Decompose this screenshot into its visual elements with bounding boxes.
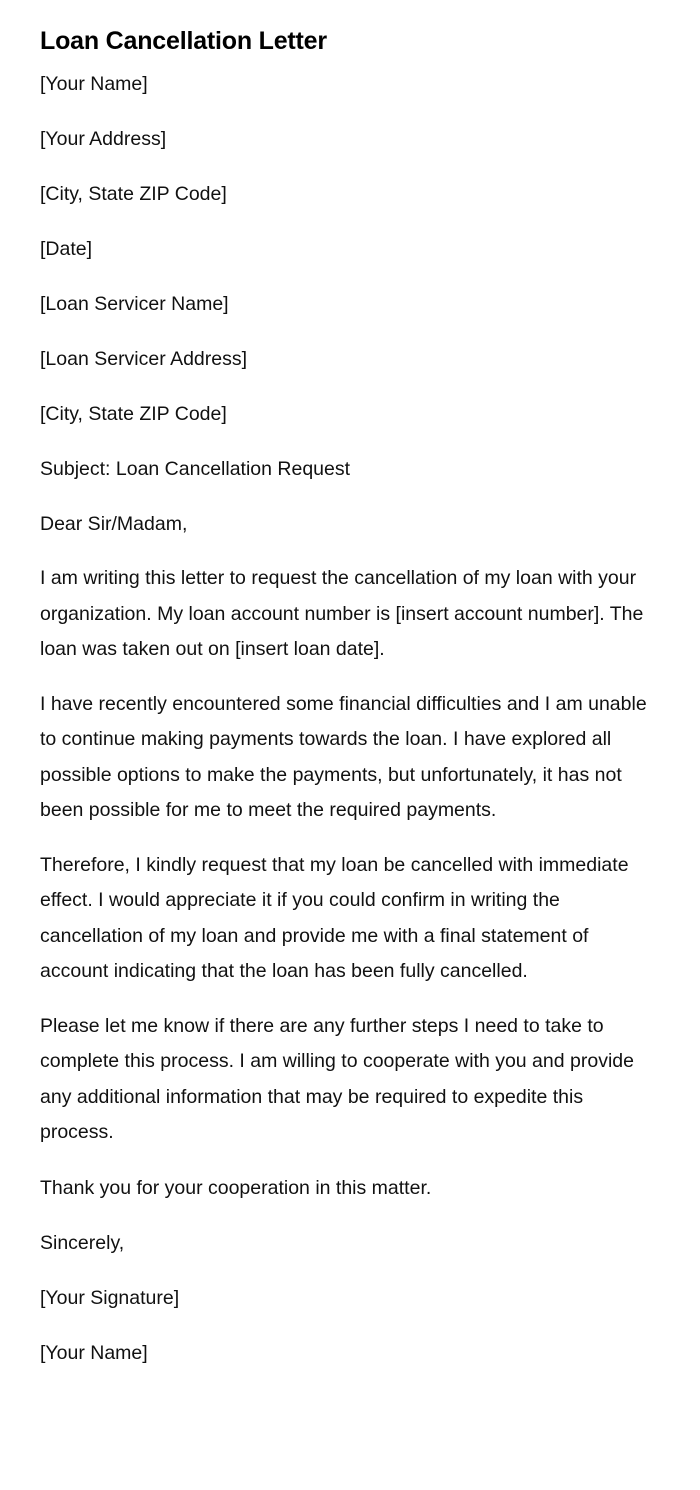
closing: Sincerely, xyxy=(40,1231,125,1254)
body-paragraph: I have recently encountered some financial difficulties and I am unable to continue making payments towards the loan. I have explored all possible options to make the payments, but unfortunately, it has not been possible for me to meet the required payments. xyxy=(40,692,647,821)
salutation: Dear Sir/Madam, xyxy=(40,513,188,535)
sender-name: [Your Name] xyxy=(40,73,148,95)
letter-title: Loan Cancellation Letter xyxy=(40,27,327,55)
signature-placeholder: [Your Signature] xyxy=(40,1286,180,1309)
recipient-city-state-zip: [City, State ZIP Code] xyxy=(40,403,227,425)
sender-city-state-zip: [City, State ZIP Code] xyxy=(40,183,227,205)
signer-name: [Your Name] xyxy=(40,1341,148,1364)
thank-you-line: Thank you for your cooperation in this matter. xyxy=(40,1176,432,1199)
recipient-name: [Loan Servicer Name] xyxy=(40,293,229,315)
letter-date: [Date] xyxy=(40,238,93,260)
subject-line: Subject: Loan Cancellation Request xyxy=(40,458,351,480)
sender-address: [Your Address] xyxy=(40,128,167,150)
body-paragraph: Therefore, I kindly request that my loan be cancelled with immediate effect. I would appreciate it if you could confirm in writing the cancellation of my loan and provide me with a final statement of account indicating that the loan has been fully cancelled. xyxy=(40,853,629,982)
recipient-address: [Loan Servicer Address] xyxy=(40,348,248,370)
body-paragraph: Please let me know if there are any further steps I need to take to complete this process. I am willing to cooperate with you and provide any additional information that may be required to expedite this process. xyxy=(40,1014,634,1143)
body-paragraph: I am writing this letter to request the cancellation of my loan with your organization. My loan account number is [insert account number]. The loan was taken out on [insert loan date]. xyxy=(40,567,644,660)
